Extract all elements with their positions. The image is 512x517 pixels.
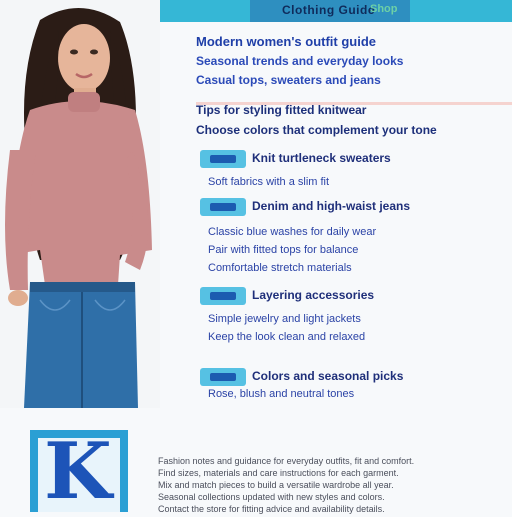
section-badge-icon bbox=[200, 368, 246, 386]
intro-subheading: Seasonal trends and everyday looks bbox=[196, 54, 404, 68]
summary-line: Choose colors that complement your tone bbox=[196, 123, 437, 137]
section-line: Classic blue washes for daily wear bbox=[208, 226, 377, 238]
footer-line: Find sizes, materials and care instructions for each garment. bbox=[158, 468, 399, 478]
footer-line: Mix and match pieces to build a versatile wardrobe all year. bbox=[158, 480, 394, 490]
model-image bbox=[0, 0, 160, 408]
section-title: Colors and seasonal picks bbox=[252, 369, 404, 383]
footer-line: Fashion notes and guidance for everyday outfits, fit and comfort. bbox=[158, 456, 415, 466]
section-badge-icon bbox=[200, 198, 246, 216]
section-badge-icon bbox=[200, 287, 246, 305]
footer-line: Seasonal collections updated with new styles and colors. bbox=[158, 492, 385, 502]
section-badge-icon bbox=[200, 150, 246, 168]
header-title[interactable]: Clothing Guide bbox=[282, 3, 375, 17]
intro-heading: Modern women's outfit guide bbox=[196, 34, 377, 49]
section-line: Rose, blush and neutral tones bbox=[208, 388, 355, 400]
intro-description: Casual tops, sweaters and jeans bbox=[196, 73, 381, 87]
section-colors[interactable] bbox=[196, 368, 512, 404]
section-title: Knit turtleneck sweaters bbox=[252, 151, 391, 165]
footer-text bbox=[158, 455, 508, 515]
section-line: Soft fabrics with a slim fit bbox=[208, 176, 330, 188]
section-line: Simple jewelry and light jackets bbox=[208, 313, 361, 325]
footer-line: Contact the store for fitting advice and availability details. bbox=[158, 504, 385, 514]
section-accessories[interactable] bbox=[196, 287, 512, 357]
section-line: Pair with fitted tops for balance bbox=[208, 244, 359, 256]
section-title: Denim and high-waist jeans bbox=[252, 199, 411, 213]
summary-line: Tips for styling fitted knitwear bbox=[196, 103, 367, 117]
brand-logo[interactable]: K bbox=[44, 426, 112, 517]
section-line: Comfortable stretch materials bbox=[208, 262, 352, 274]
header-badge[interactable]: Shop bbox=[370, 3, 398, 15]
section-denim[interactable] bbox=[196, 198, 512, 282]
section-title: Layering accessories bbox=[252, 288, 375, 302]
summary-block bbox=[196, 100, 496, 140]
intro-block bbox=[196, 32, 496, 90]
section-knitwear[interactable] bbox=[196, 150, 512, 190]
section-line: Keep the look clean and relaxed bbox=[208, 331, 366, 343]
